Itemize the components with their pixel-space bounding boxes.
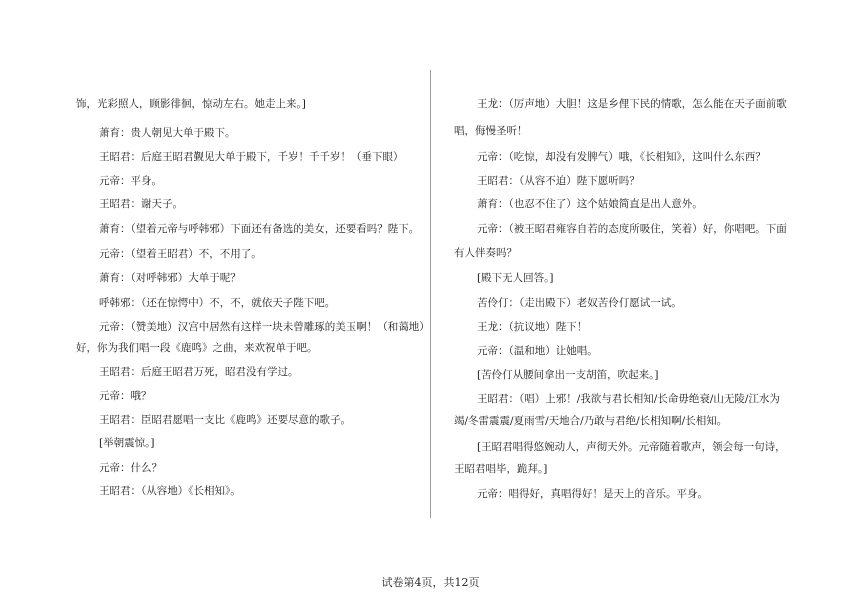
text-line: 好，你为我们唱一段《鹿鸣》之曲，来欢祝单于吧。 — [76, 342, 318, 354]
text-line: [王昭君唱得悠婉动人，声彻天外。元帝随着歌声，领会每一句诗， — [477, 441, 786, 453]
text-line: 元帝：唱得好，真唱得好！是天上的音乐。平身。 — [477, 488, 708, 500]
text-line: 元帝：平身。 — [99, 175, 162, 187]
text-line: 元帝：（望着王昭君）不，不用了。 — [99, 248, 262, 260]
text-line: 萧育：（也忍不住了）这个姑娘简直是出人意外。 — [477, 198, 703, 210]
text-line: 王龙：（厉声地）大胆！这是乡俚下民的情歌，怎么能在天子面前歌 — [477, 98, 787, 110]
text-line: 有人伴奏吗？ — [454, 247, 517, 259]
text-line: 王昭君：（唱）上邪！/我欲与君长相知/长命毋绝衰/山无陵/江水为 — [477, 393, 780, 405]
text-line: [苦伶仃从腰间拿出一支胡笛，吹起来。] — [477, 369, 659, 381]
text-line: 唱，侮慢圣听！ — [454, 125, 528, 137]
text-line: 萧育：贵人朝见大单于殿下。 — [99, 127, 236, 139]
left-column — [76, 0, 430, 609]
text-line: 王昭君：（从容不迫）陛下愿听吗？ — [477, 175, 640, 187]
text-line: [举朝震惊。] — [99, 437, 155, 449]
text-line: 竭/冬雷震震/夏雨雪/天地合/乃敢与君绝/长相知啊/长相知。 — [454, 415, 728, 427]
text-line: 萧育：（对呼韩邪）大单于呢？ — [99, 272, 241, 284]
text-line: 王龙：（抗议地）陛下！ — [477, 321, 588, 333]
text-line: 王昭君：后庭王昭君觐见大单于殿下，千岁！千千岁！（垂下眼） — [99, 151, 404, 163]
right-column — [454, 0, 800, 609]
text-line: 元帝：哦？ — [99, 390, 152, 402]
text-line: 元帝：（被王昭君雍容自若的态度所吸住，笑着）好，你唱吧。下面 — [477, 223, 787, 235]
text-line: 王昭君：（从容地）《长相知》。 — [99, 485, 241, 497]
text-line: 萧育：（望着元帝与呼韩邪）下面还有备选的美女，还要看吗？陛下。 — [99, 223, 420, 235]
text-line: 王昭君：后庭王昭君万死，昭君没有学过。 — [99, 366, 299, 378]
text-line: [殿下无人回答。] — [477, 272, 554, 284]
column-divider — [430, 70, 431, 518]
text-line: 元帝：什么？ — [99, 462, 162, 474]
text-line: 王昭君：谢天子。 — [99, 198, 183, 210]
text-line: 呼韩邪：（还在惊愕中）不，不，就依天子陛下吧。 — [99, 297, 336, 309]
text-line: 王昭君：臣昭君愿唱一支比《鹿鸣》还要尽意的歌子。 — [99, 414, 351, 426]
text-line: 苦伶仃：（走出殿下）老奴苦伶仃愿试一试。 — [477, 297, 682, 309]
text-line: 元帝：（吃惊，却没有发脾气）哦，《长相知》，这叫什么东西？ — [477, 151, 766, 163]
page-footer: 试卷第4页，共12页 — [381, 576, 480, 589]
text-line: 元帝：（赞美地）汉宫中居然有这样一块未曾雕琢的美玉啊！（和蔼地） — [99, 321, 430, 333]
text-line: 饰，光彩照人，顾影徘徊，惊动左右。她走上来。] — [76, 98, 306, 110]
text-line: 元帝：（温和地）让她唱。 — [477, 345, 598, 357]
text-line: 王昭君唱毕，跪拜。] — [454, 463, 548, 475]
